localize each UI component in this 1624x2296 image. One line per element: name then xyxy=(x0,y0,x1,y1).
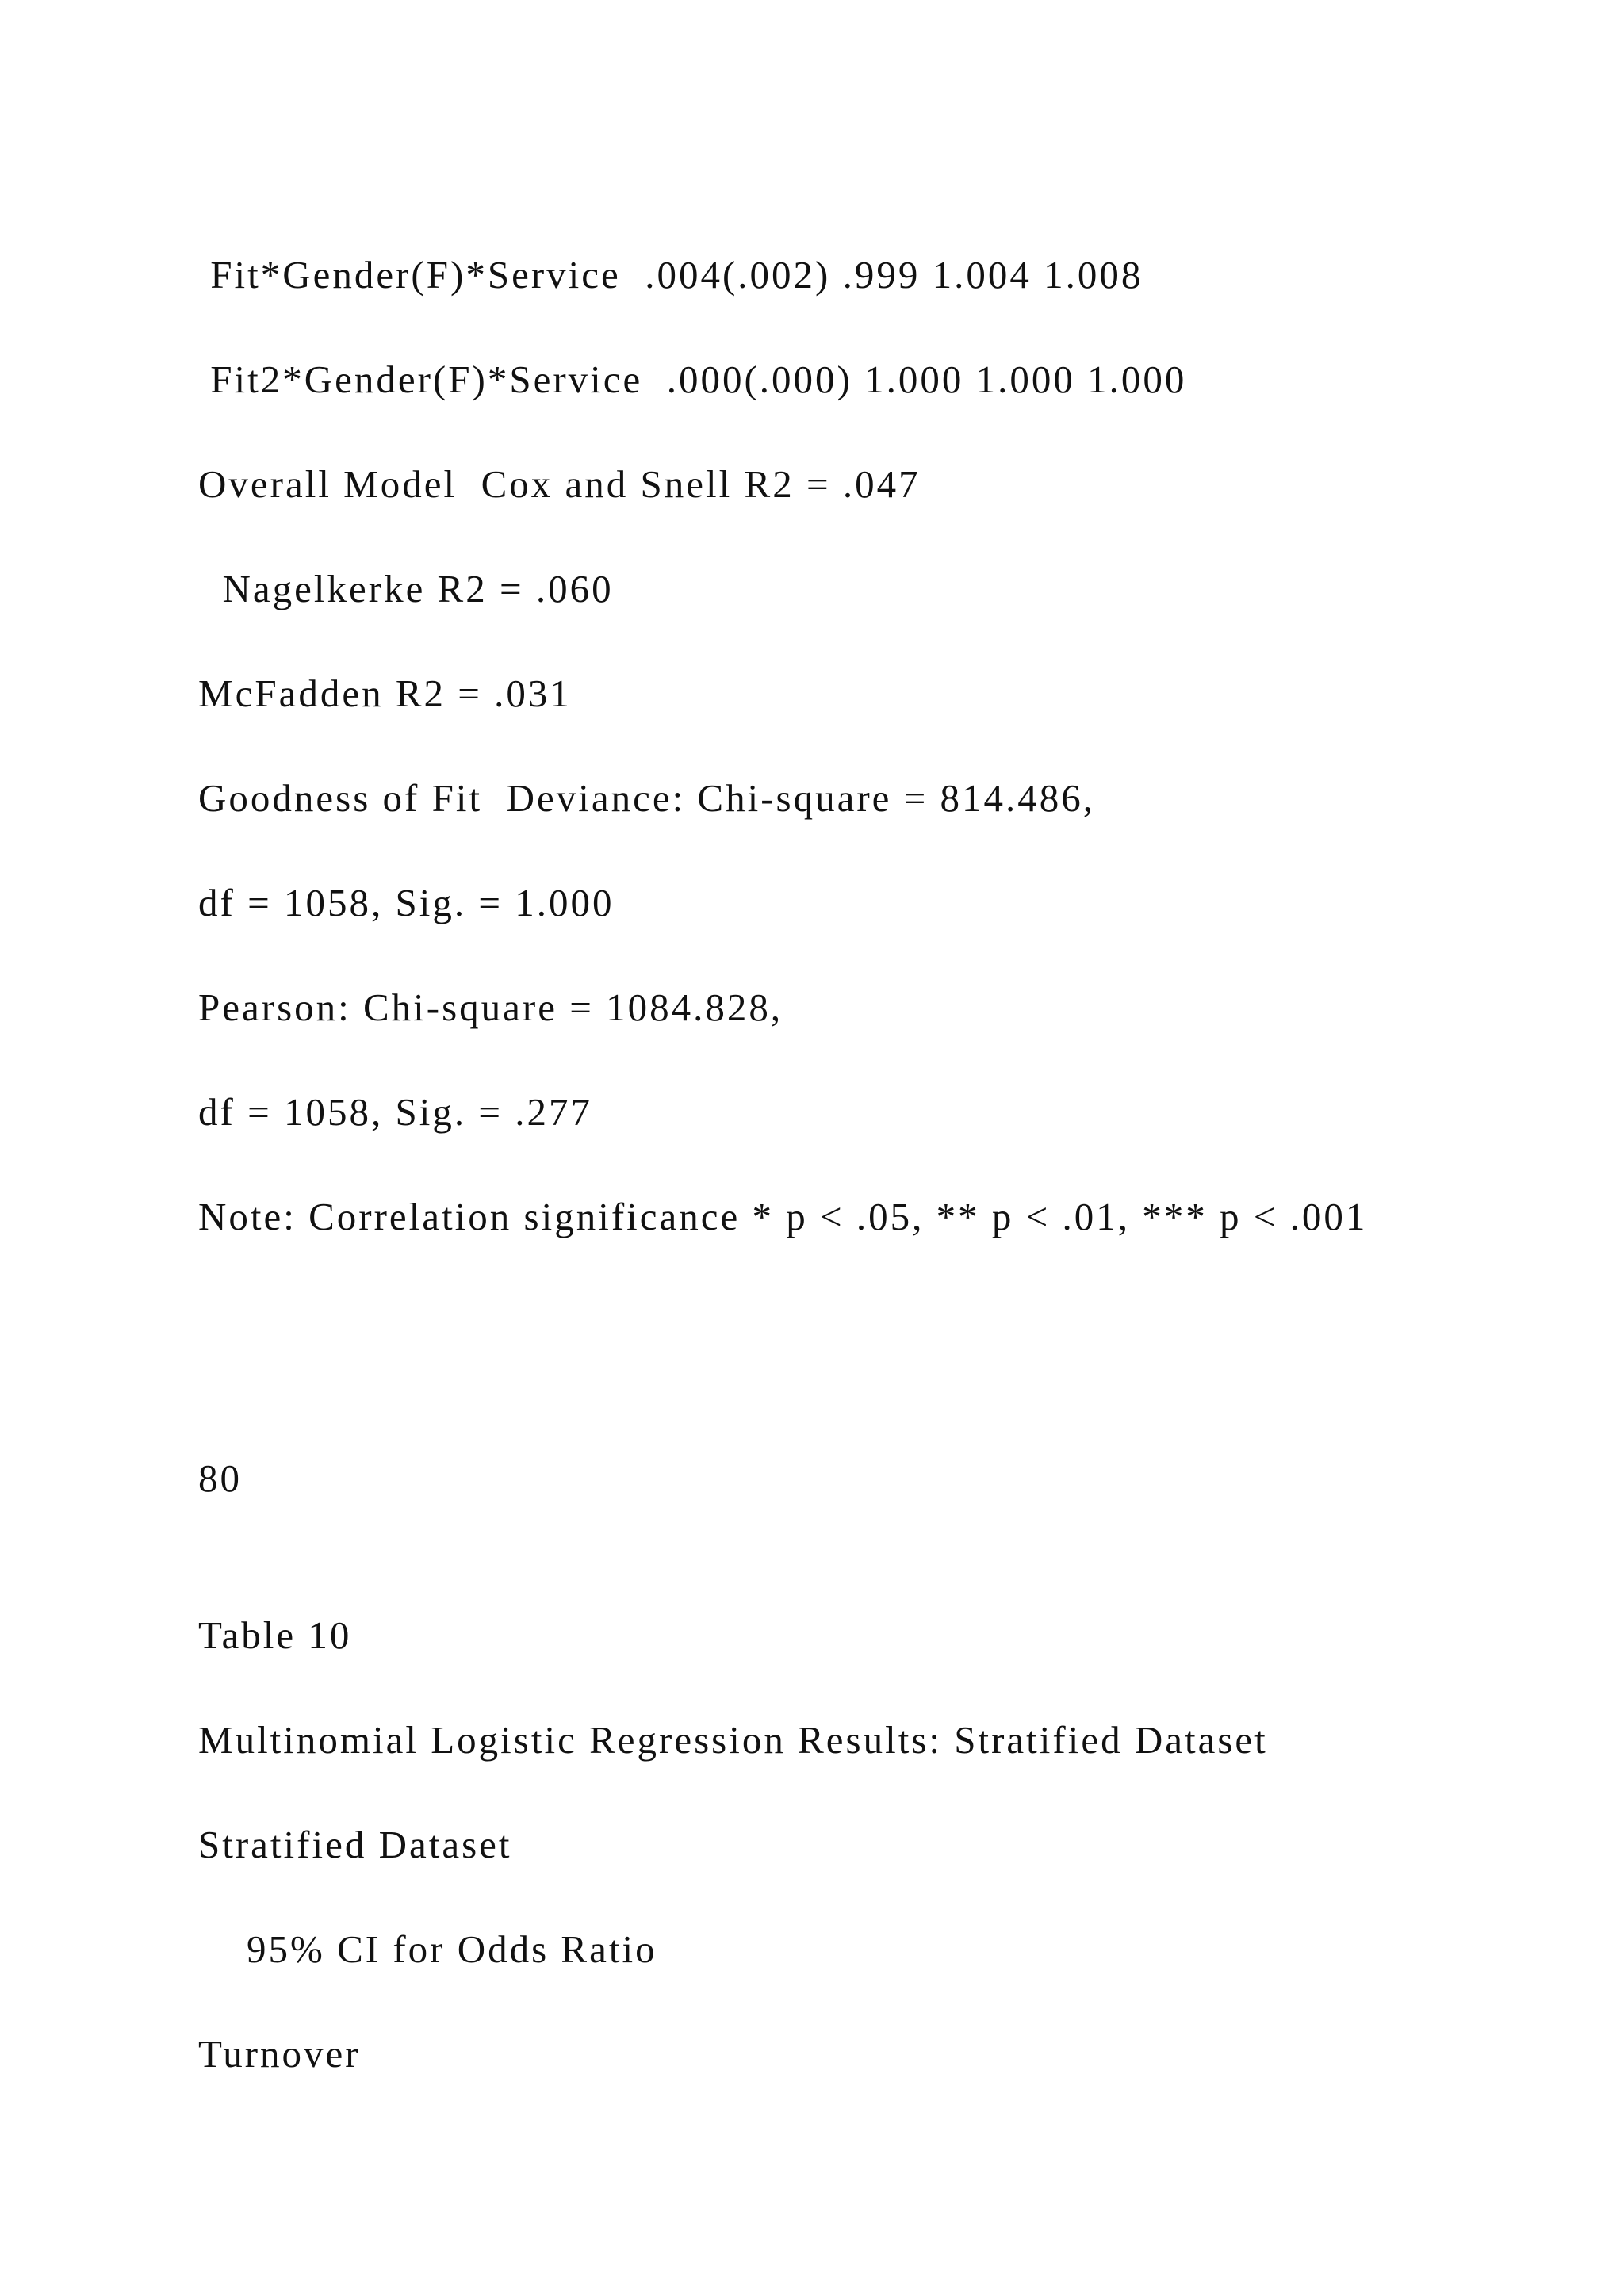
table-caption: Multinomial Logistic Regression Results: Stratified Dataset xyxy=(198,1718,1268,1762)
nagelkerke-r2: Nagelkerke R2 = .060 xyxy=(198,567,614,610)
deviance-df-sig: df = 1058, Sig. = 1.000 xyxy=(198,881,615,924)
goodness-of-fit-deviance: Goodness of Fit Deviance: Chi-square = 814.486, xyxy=(198,776,1096,820)
pearson-df-sig: df = 1058, Sig. = .277 xyxy=(198,1090,592,1134)
table-row-fit2-gender-service: Fit2*Gender(F)*Service .000(.000) 1.000 1.000 1.000 xyxy=(198,358,1187,401)
table-row-fit-gender-service: Fit*Gender(F)*Service .004(.002) .999 1.004 1.008 xyxy=(198,253,1143,297)
overall-model-cox-snell: Overall Model Cox and Snell R2 = .047 xyxy=(198,462,921,506)
table-header-dataset: Stratified Dataset xyxy=(198,1823,512,1866)
page-number: 80 xyxy=(198,1456,242,1500)
significance-note: Note: Correlation significance * p < .05, ** p < .01, *** p < .001 xyxy=(198,1195,1368,1238)
table-title: Table 10 xyxy=(198,1613,352,1657)
table-header-turnover: Turnover xyxy=(198,2032,361,2076)
mcfadden-r2: McFadden R2 = .031 xyxy=(198,672,572,715)
pearson-chi-square: Pearson: Chi-square = 1084.828, xyxy=(198,985,783,1029)
table-header-ci: 95% CI for Odds Ratio xyxy=(198,1927,657,1971)
